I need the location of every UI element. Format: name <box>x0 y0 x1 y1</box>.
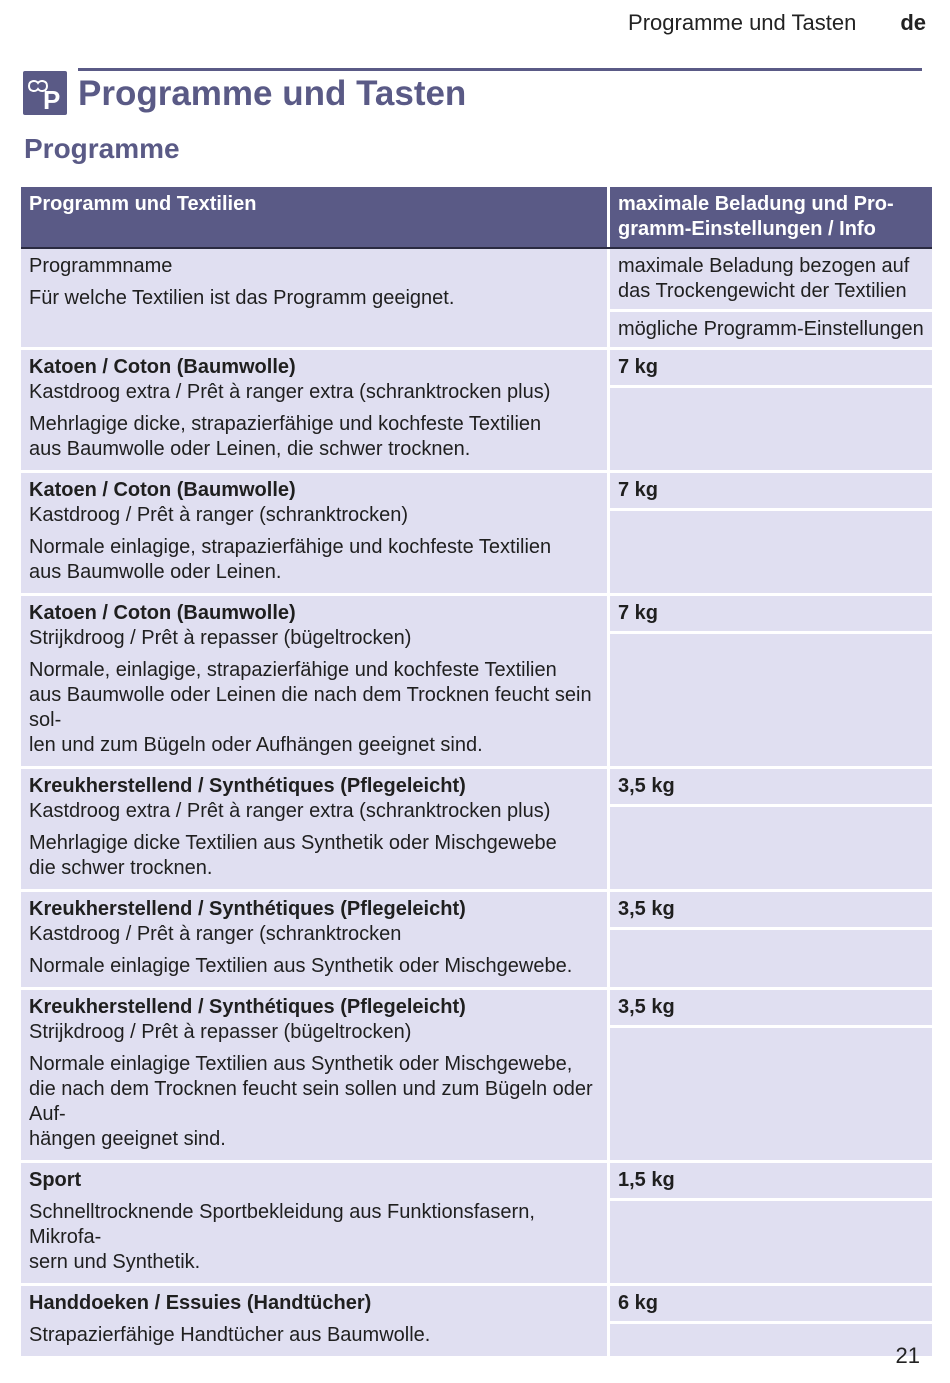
program-p-icon <box>23 71 67 115</box>
program-info <box>21 350 607 470</box>
program-settings-cell <box>610 1028 932 1160</box>
legend-program-desc: Für welche Textilien ist das Programm geeignet. <box>29 287 455 309</box>
legend-max-load: maximale Beladung bezogen auf das Trockengewicht der Textilien <box>610 249 932 309</box>
program-settings-cell <box>610 511 932 593</box>
program-row <box>21 769 932 892</box>
program-row <box>21 990 932 1163</box>
program-description: Mehrlagige dicke, strapazierfähige und kochfeste Textilien aus Baumwolle oder Leinen, die schwer trocknen. <box>29 413 542 460</box>
program-max-load: 3,5 kg <box>610 769 932 804</box>
program-max-load: 7 kg <box>610 473 932 508</box>
program-max-load: 3,5 kg <box>610 892 932 927</box>
program-info <box>21 1286 607 1356</box>
program-max-load: 1,5 kg <box>610 1163 932 1198</box>
program-row <box>21 350 932 473</box>
running-title: Programme und Tasten <box>628 10 857 35</box>
program-description: Normale, einlagige, strapazierfähige und kochfeste Textilien aus Baumwolle oder Leinen die nach dem Trocknen feucht sein sol- len und zum Bügeln oder Aufhängen geeignet sind. <box>29 659 592 756</box>
programs-table <box>21 187 932 1359</box>
program-subtitle: Kastdroog / Prêt à ranger (schranktrocken <box>29 923 402 945</box>
program-subtitle: Strijkdroog / Prêt à repasser (bügeltrocken) <box>29 1021 412 1043</box>
subsection-title: Programme <box>24 133 180 164</box>
program-info <box>21 596 607 766</box>
program-subtitle: Kastdroog extra / Prêt à ranger extra (schranktrocken plus) <box>29 800 551 822</box>
header-program-textiles: Programm und Textilien <box>21 187 607 247</box>
program-settings-cell <box>610 388 932 470</box>
program-name: Katoen / Coton (Baumwolle) <box>29 602 296 624</box>
program-info <box>21 892 607 987</box>
program-max-load: 7 kg <box>610 596 932 631</box>
program-subtitle: Kastdroog extra / Prêt à ranger extra (schranktrocken plus) <box>29 381 551 403</box>
language-code: de <box>900 10 926 35</box>
program-row <box>21 1163 932 1286</box>
legend-program-name: Programmname <box>29 255 173 277</box>
program-info <box>21 769 607 889</box>
program-max-load: 6 kg <box>610 1286 932 1321</box>
program-settings-cell <box>610 930 932 987</box>
svg-text:P: P <box>43 85 61 115</box>
program-description: Normale einlagige Textilien aus Synthetik oder Mischgewebe. <box>29 955 573 977</box>
legend-settings: mögliche Programm-Einstellungen <box>610 312 932 347</box>
program-settings-cell <box>610 634 932 766</box>
page-number: 21 <box>895 1343 920 1368</box>
program-name: Katoen / Coton (Baumwolle) <box>29 356 296 378</box>
program-name: Katoen / Coton (Baumwolle) <box>29 479 296 501</box>
program-row <box>21 1286 932 1359</box>
title-rule <box>78 68 922 71</box>
program-name: Kreukherstellend / Synthétiques (Pflegeleicht) <box>29 775 466 797</box>
program-info <box>21 473 607 593</box>
program-description: Mehrlagige dicke Textilien aus Synthetik oder Mischgewebe die schwer trocknen. <box>29 832 557 879</box>
header-load-settings: maximale Beladung und Pro- gramm-Einstellungen / Info <box>610 187 932 247</box>
program-info <box>21 990 607 1160</box>
program-name: Sport <box>29 1169 82 1191</box>
program-max-load: 3,5 kg <box>610 990 932 1025</box>
program-max-load: 7 kg <box>610 350 932 385</box>
program-name: Kreukherstellend / Synthétiques (Pflegeleicht) <box>29 898 466 920</box>
running-header <box>628 8 926 38</box>
program-description: Strapazierfähige Handtücher aus Baumwolle. <box>29 1324 431 1346</box>
program-row <box>21 473 932 596</box>
legend-row <box>21 249 932 350</box>
program-name: Handdoeken / Essuies (Handtücher) <box>29 1292 372 1314</box>
program-settings-cell <box>610 1201 932 1283</box>
program-settings-cell <box>610 807 932 889</box>
legend-left <box>21 249 607 347</box>
section-title: Programme und Tasten <box>78 74 467 113</box>
program-name: Kreukherstellend / Synthétiques (Pflegeleicht) <box>29 996 466 1018</box>
program-description: Normale einlagige, strapazierfähige und kochfeste Textilien aus Baumwolle oder Leinen. <box>29 536 552 583</box>
table-header-row <box>21 187 932 249</box>
program-subtitle: Strijkdroog / Prêt à repasser (bügeltrocken) <box>29 627 412 649</box>
program-row <box>21 892 932 990</box>
program-row <box>21 596 932 769</box>
program-description: Normale einlagige Textilien aus Synthetik oder Mischgewebe, die nach dem Trocknen feucht sein sollen und zum Bügeln oder Auf- hängen geeignet sind. <box>29 1053 593 1150</box>
program-description: Schnelltrocknende Sportbekleidung aus Funktionsfasern, Mikrofa- sern und Synthetik. <box>29 1201 535 1273</box>
program-settings-cell <box>610 1324 932 1356</box>
program-subtitle: Kastdroog / Prêt à ranger (schranktrocken) <box>29 504 409 526</box>
program-info <box>21 1163 607 1283</box>
